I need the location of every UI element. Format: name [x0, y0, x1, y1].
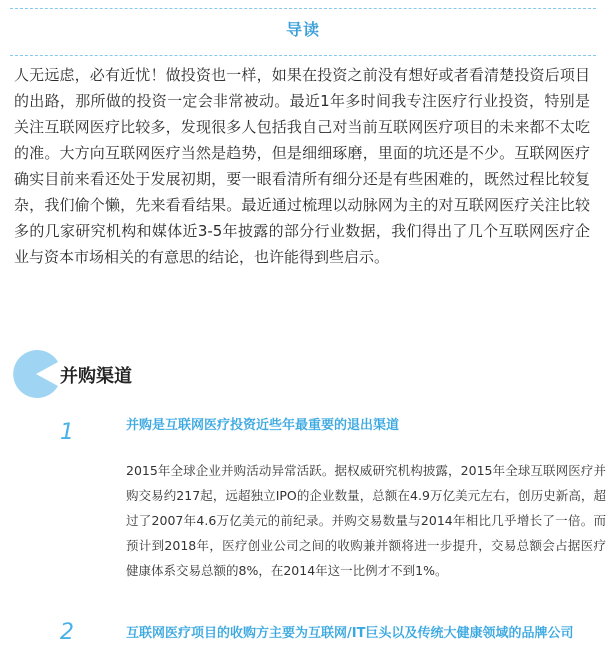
point-body-1: 2015年全球企业并购活动异常活跃。据权威研究机构披露，2015年全球互联网医疗并购交易约217起，远超独立IPO的企业数量，总额在4.9万亿美元左右，创历史新高，超过了2007年4.6万亿美元的前纪录。并购交易数量与2014年相比几乎增长了一倍。而预计到2018年，医疗创业公司之间的收购兼并额将进一步提升，交易总额会占据医疗健康体系交易总额的8%，在2014年这一比例才不到1%。	[126, 463, 606, 578]
pacman-icon	[10, 348, 62, 400]
point-heading-1: 并购是互联网医疗投资近些年最重要的退出渠道	[126, 418, 400, 433]
intro-paragraph: 人无远虑，必有近忧！做投资也一样，如果在投资之前没有想好或者看清楚投资后项目的出路，那所做的投资一定会非常被动。最近1年多时间我专注医疗行业投资，特别是关注互联网医疗比较多，发现很多人包括我自己对当前互联网医疗项目的未来都不太吃的准。大方向互联网医疗当然是趋势，但是细细琢磨，里面的坑还是不少。互联网医疗确实目前来看还处于发展初期，要一眼看清所有细分还是有些困难的，既然过程比较复杂，我们偷个懒，先来看看结果。最近通过梳理以动脉网为主的对互联网医疗关注比较多的几家研究机构和媒体近3-5年披露的部分行业数据，我们得出了几个互联网医疗企业与资本市场相关的有意思的结论，也许能得到些启示。	[14, 66, 590, 266]
point-heading-2: 互联网医疗项目的收购方主要为互联网/IT巨头以及传统大健康领域的品牌公司	[126, 626, 574, 641]
intro-title: 导读	[285, 20, 320, 39]
point-number-1: 1	[60, 420, 74, 445]
section-header	[10, 348, 210, 404]
intro-header-box	[10, 8, 596, 56]
point-number-2: 2	[60, 620, 74, 645]
section-title: 并购渠道	[60, 366, 132, 387]
